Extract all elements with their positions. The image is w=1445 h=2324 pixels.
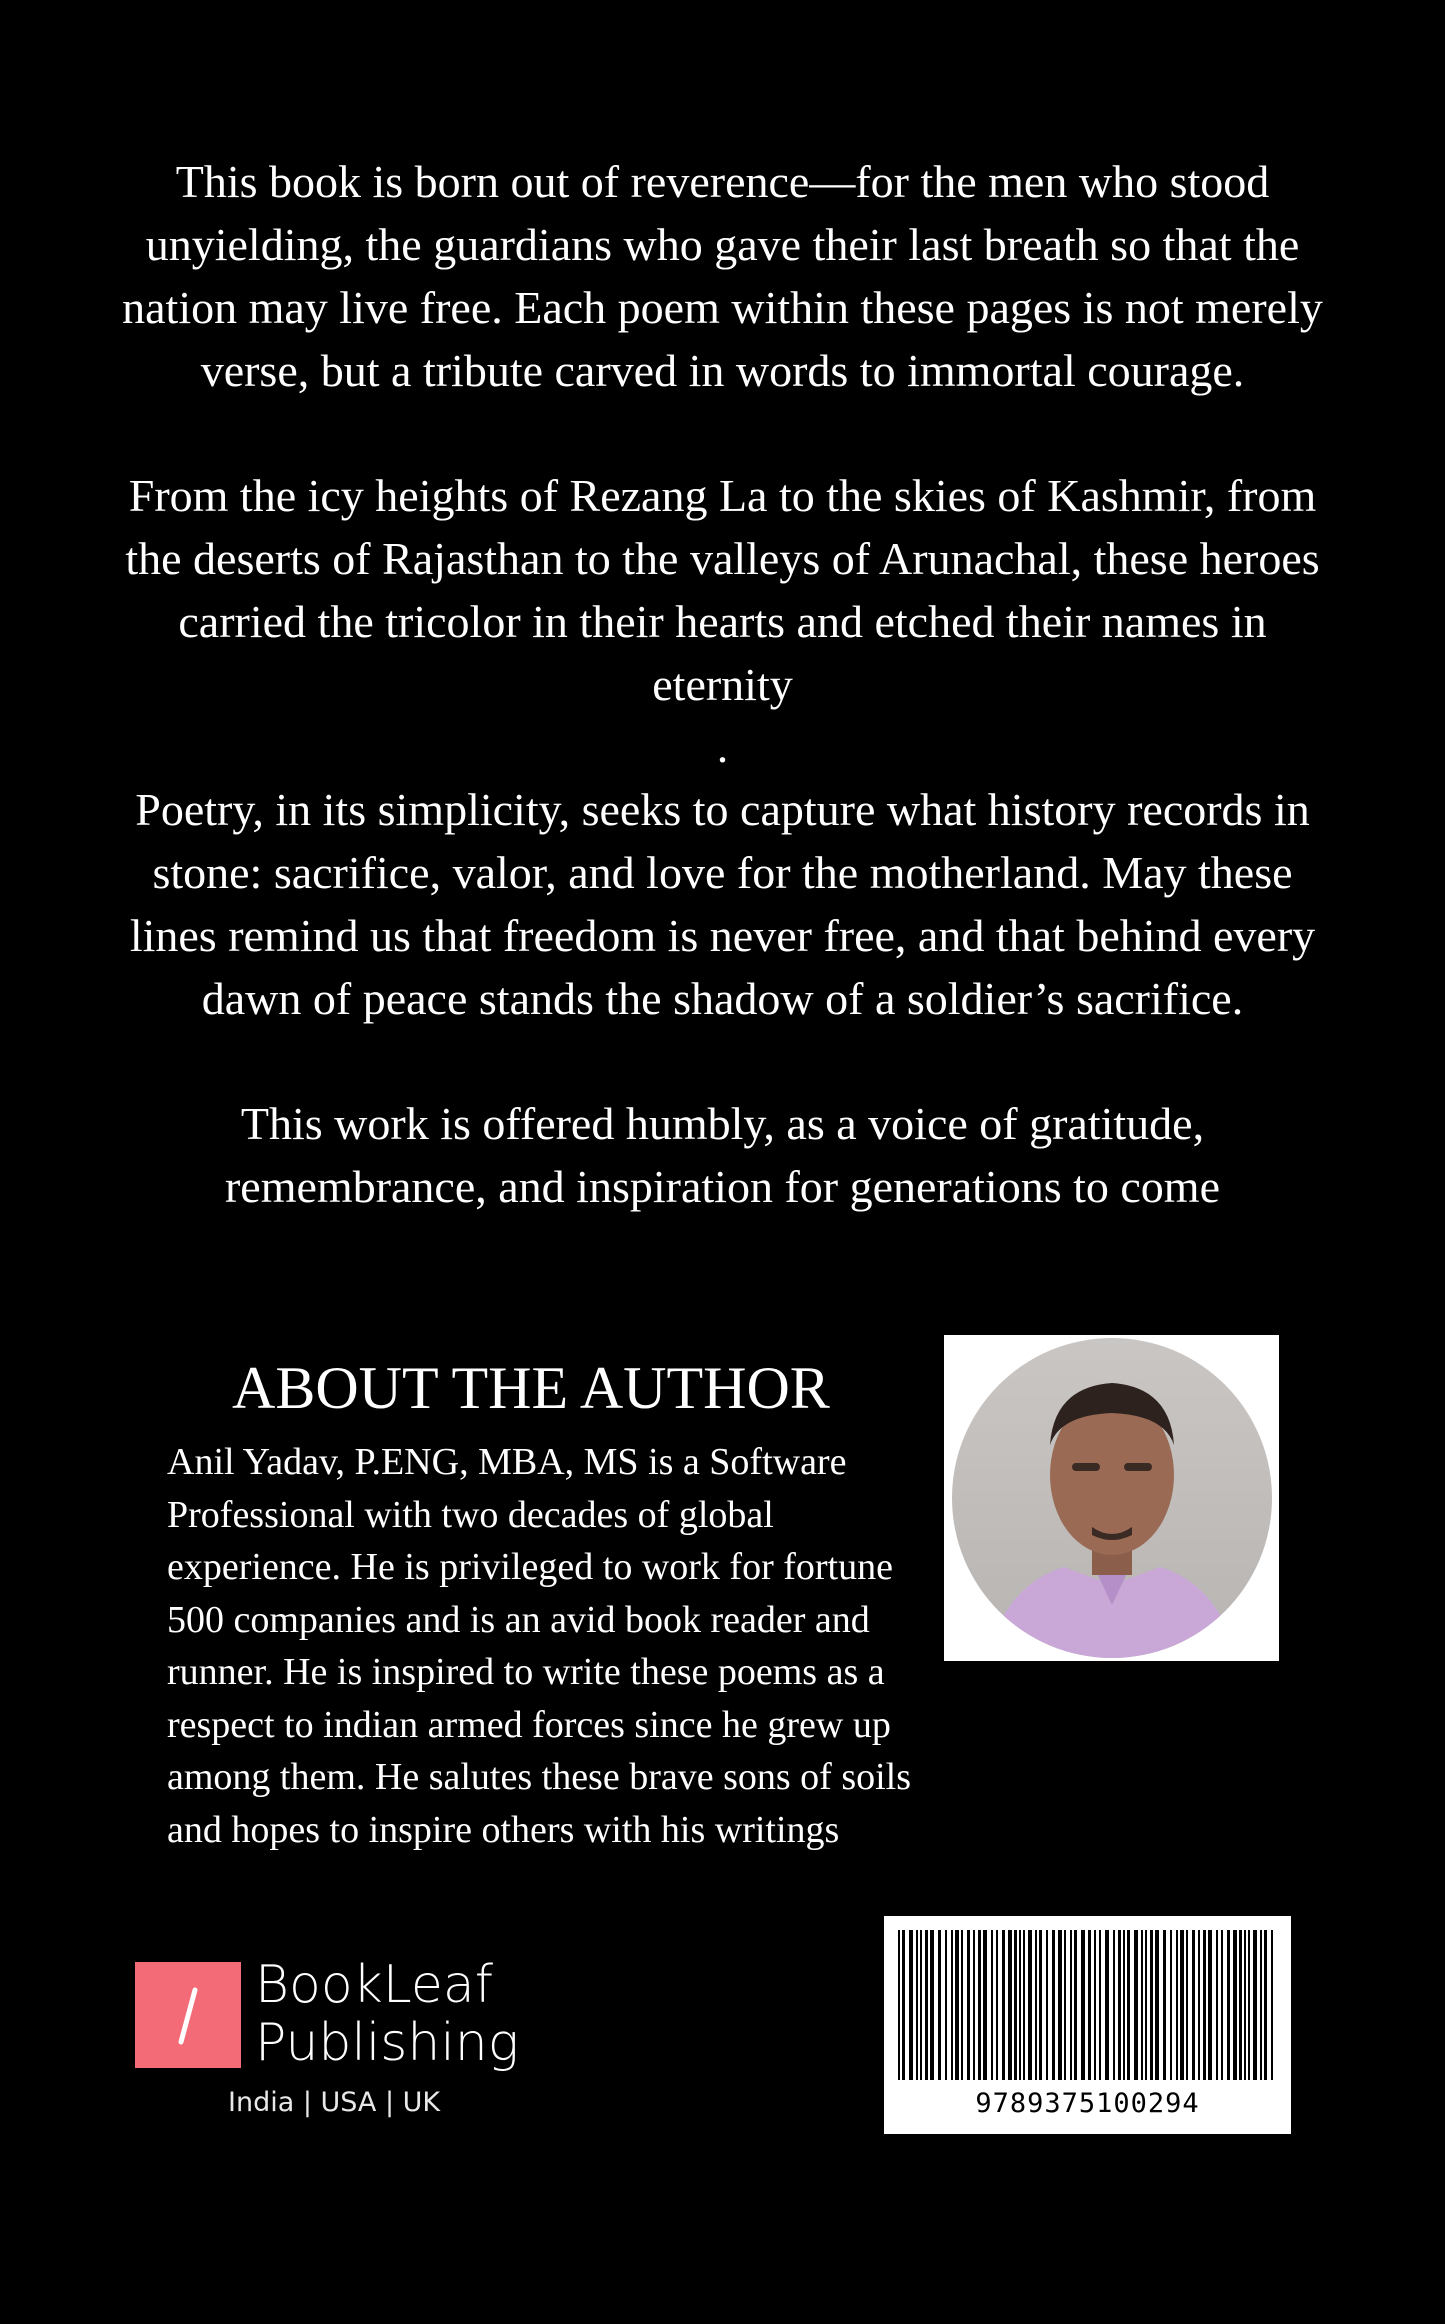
barcode-bar (1099, 1930, 1101, 2080)
blurb-paragraph-3: Poetry, in its simplicity, seeks to capture what history records in stone: sacrifice, valor, and love for the motherland. May these lines remind us that freedom is never free, and that behind every dawn of peace stands the shadow of a soldier’s sacrifice. (129, 784, 1316, 1024)
barcode-bar (1264, 1930, 1267, 2080)
barcode-bar (1271, 1930, 1273, 2080)
barcode-bar (1141, 1930, 1143, 2080)
barcode-bar (973, 1930, 975, 2080)
barcode-bar (1088, 1930, 1091, 2080)
barcode-bar (1070, 1930, 1072, 2080)
barcode-bar (920, 1930, 922, 2080)
author-portrait (944, 1335, 1279, 1661)
barcode-bar (1094, 1930, 1096, 2080)
barcode-bar (1155, 1930, 1159, 2080)
barcode-bar (1019, 1930, 1021, 2080)
barcode-bar (1134, 1930, 1138, 2080)
barcode-bar (1028, 1930, 1032, 2080)
author-portrait-image (944, 1335, 1279, 1661)
barcode-bar (1186, 1930, 1188, 2080)
barcode-bar (1008, 1930, 1012, 2080)
barcode-bar (1176, 1930, 1178, 2080)
barcode-bar (1180, 1930, 1184, 2080)
about-author-text: Anil Yadav, P.ENG, MBA, MS is a Software Professional with two decades of global experience. He is privileged to work for fortune 500 companies and is an avid book reader and runner. He is inspired to write these poems as a respect to indian armed forces since he grew up among them. He salutes these brave sons of soils and hopes to inspire others with his writings (167, 1441, 912, 1851)
barcode-bar (898, 1930, 900, 2080)
barcode-bar (945, 1930, 947, 2080)
barcode-bar (1127, 1930, 1130, 2080)
blurb-paragraph-4: This work is offered humbly, as a voice of gratitude, remembrance, and inspiration for generations to come (224, 1098, 1221, 1212)
book-blurb (120, 150, 1325, 1218)
barcode-bar (967, 1930, 970, 2080)
barcode-bar (909, 1930, 913, 2080)
barcode-bar (1221, 1930, 1223, 2080)
barcode-bar (1253, 1930, 1257, 2080)
blurb-paragraph-2: From the icy heights of Rezang La to the skies of Kashmir, from the deserts of Rajasthan to the valleys of Arunachal, these heroes carried the tricolor in their hearts and etched their names in eternity (125, 470, 1320, 710)
publisher-name (255, 1956, 519, 2072)
about-author-heading: ABOUT THE AUTHOR (232, 1355, 830, 1421)
barcode-bar (1150, 1930, 1153, 2080)
barcode-bar (938, 1930, 941, 2080)
blurb-paragraph-2-dot: . (716, 721, 729, 772)
barcode-bar (1105, 1930, 1109, 2080)
barcode-bar (1035, 1930, 1037, 2080)
barcode-bar (930, 1930, 934, 2080)
barcode-bar (1039, 1930, 1042, 2080)
barcode-bar (925, 1930, 928, 2080)
barcode-bar (1239, 1930, 1242, 2080)
barcode-bar (978, 1930, 981, 2080)
barcode-bar (916, 1930, 918, 2080)
barcode-bar (1081, 1930, 1085, 2080)
blurb-paragraph-1: This book is born out of reverence—for the men who stood unyielding, the guardians who gave their last breath so that the nation may live free. Each poem within these pages is not merely verse, but a tribute carved in words to immortal courage. (122, 156, 1323, 396)
isbn-number: 9789375100294 (975, 2088, 1200, 2119)
slash-logo-icon (135, 1962, 241, 2068)
barcode-bar (1203, 1930, 1206, 2080)
barcode-bar (1244, 1930, 1246, 2080)
barcode-bar (991, 1930, 993, 2080)
barcode-bar (1123, 1930, 1125, 2080)
barcode-bar (1058, 1930, 1062, 2080)
barcode-bar (1118, 1930, 1121, 2080)
barcode-bar (1064, 1930, 1066, 2080)
barcode-bar (1233, 1930, 1237, 2080)
barcode-bar (955, 1930, 959, 2080)
barcode-bar (1227, 1930, 1230, 2080)
barcode-bar (996, 1930, 998, 2080)
barcode-bar (951, 1930, 953, 2080)
publisher-tagline: India | USA | UK (228, 2087, 441, 2118)
barcode-bar (961, 1930, 963, 2080)
barcode-bar (1216, 1930, 1218, 2080)
barcode-bar (1198, 1930, 1200, 2080)
barcode-bar (1170, 1930, 1172, 2080)
barcode-bar (1023, 1930, 1025, 2080)
barcode-bar (1145, 1930, 1147, 2080)
barcode-bar (1208, 1930, 1212, 2080)
barcode-bar (1260, 1930, 1262, 2080)
barcode-bar (1113, 1930, 1115, 2080)
barcode-bar (1052, 1930, 1055, 2080)
barcode-bar (1046, 1930, 1048, 2080)
barcode-bar (1248, 1930, 1250, 2080)
isbn-barcode (884, 1916, 1291, 2134)
publisher-name-line-1: BookLeaf (255, 1955, 494, 2015)
barcode-bar (1074, 1930, 1077, 2080)
barcode-bar (983, 1930, 987, 2080)
barcode-bar (1192, 1930, 1195, 2080)
barcode-bar (1163, 1930, 1166, 2080)
publisher-name-line-2: Publishing (255, 2013, 519, 2073)
barcode-bar (902, 1930, 905, 2080)
barcode-bar (1002, 1930, 1005, 2080)
barcode-bar (1014, 1930, 1017, 2080)
